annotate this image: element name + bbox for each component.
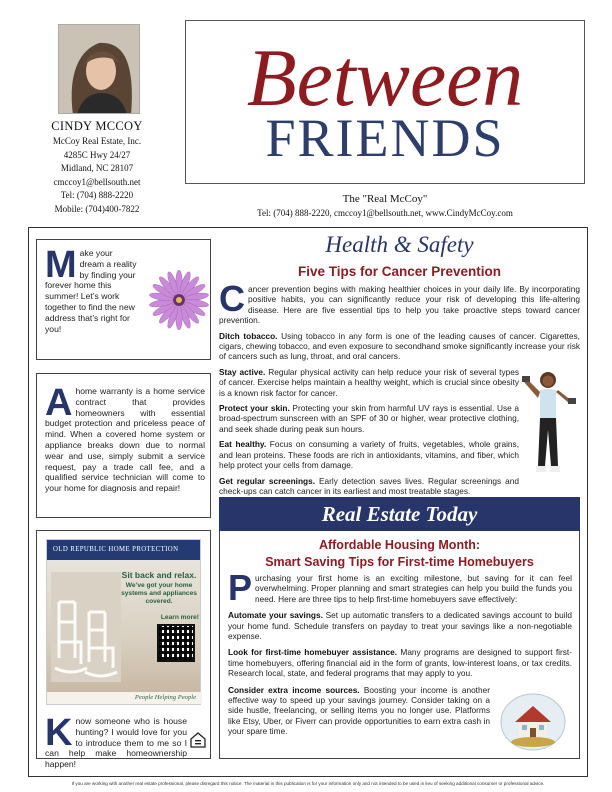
ad-slogan: Sit back and relax. xyxy=(121,570,197,580)
dropcap: C xyxy=(219,278,245,319)
referral-text xyxy=(45,712,187,770)
health-section-title: Health & Safety xyxy=(325,232,474,257)
health-intro-text: ancer prevention begins with making healthier choices in your daily life. By incorporating positive habits, you can significantly reduce your risk of developing this life-altering disease. Here are five essential tips to help you take proactive steps toward cancer prevention. xyxy=(219,284,580,326)
home-warranty-body: home warranty is a home service contract that provides homeowners with essential budget protection and priceless peace of mind. When a covered home system or appliance breaks down due to normal wear and use, simply submit a service request, pay a trade call fee, and a qualified service technician will come to your home for diagnosis and repair! xyxy=(45,386,205,494)
ad-image xyxy=(47,560,200,695)
tip-lead: Get regular screenings. xyxy=(219,475,316,486)
tip-text: Regular physical activity can help reduce your risk of several types of cancer. Exercise helps maintain a healthy weight, which is crucial since obesity is a known risk factor for cancer. xyxy=(219,366,519,398)
masthead-between-title xyxy=(186,27,584,119)
tip-lead: Ditch tobacco. xyxy=(219,330,278,341)
real-estate-banner: Real Estate Today xyxy=(219,497,580,531)
ad-subslogan: We’ve got your home systems and appliances covered. xyxy=(121,582,197,605)
tip-lead: Automate your savings. xyxy=(228,610,323,621)
agent-name: CINDY MCCOY xyxy=(51,119,143,133)
dropcap: A xyxy=(45,382,73,424)
health-tip xyxy=(219,331,580,362)
real-estate-subtitle-line2: Smart Saving Tips for First-time Homebuyers xyxy=(265,555,534,569)
agent-company: McCoy Real Estate, Inc. xyxy=(52,136,142,146)
dream-home-text xyxy=(45,244,137,334)
exercising-woman-image xyxy=(520,368,576,484)
referral-body: now someone who is house hunting? I would love for you to introduce them to me so I can help make homeownership happen! xyxy=(45,716,187,770)
sidebar-box-referral xyxy=(36,530,211,770)
real-estate-subtitle xyxy=(219,537,580,571)
tip-text: Using tobacco in any form is one of the leading causes of cancer. Cigarettes, cigars, chewing tobacco, and even exposure to secondhand smoke significantly increase your risk of cancers such as lung, throat, and oral cancers. xyxy=(219,330,580,362)
tip-text: Protecting your skin from harmful UV rays is essential. Use a broad-spectrum sunscreen with an SPF of 30 or higher, wear protective clothing, and seek shade during peak sun hours. xyxy=(219,403,519,434)
health-tip xyxy=(219,403,519,434)
health-subtitle: Five Tips for Cancer Prevention xyxy=(297,264,502,279)
tip-lead: Protect your skin. xyxy=(219,403,290,414)
tip-text: Focus on consuming a variety of fruits, vegetables, whole grains, and lean proteins. These foods are rich in antioxidants, vitamins, and fiber, which help protect your cells from damage. xyxy=(219,439,520,471)
ad-learn-more[interactable]: Learn more! xyxy=(160,614,199,621)
dropcap: P xyxy=(228,567,253,608)
tip-lead: Consider extra income sources. xyxy=(228,684,360,695)
health-intro xyxy=(219,278,580,326)
disclaimer: If you are working with another real estate professional, please disregard this notice. The material in this publication is for your information only and not intended to be used in lieu of seeking additional consumer or professional advice. xyxy=(71,781,545,786)
real-estate-intro-text: urchasing your first home is an exciting milestone, but saving for it can feel overwhelming. Proper planning and smart strategies can help you build the funds you need. Here are three tips to help first-time homebuyers save effectively: xyxy=(255,573,572,604)
flower-image xyxy=(149,270,209,330)
house-piggy-jar-image xyxy=(497,688,569,752)
agent-photo xyxy=(58,24,140,114)
real-estate-intro xyxy=(228,567,572,608)
masthead-friends-title: FRIENDS xyxy=(265,108,505,168)
tip-text: Boosting your income is another effective way to speed up your savings journey. Consider taking on a side hustle, freelancing, or selling items you no longer use. Platforms like Etsy, Uber, or Fiverr can provide opportunities to earn extra cash in your spare time. xyxy=(228,684,490,737)
tip-text: Many programs are designed to support first-time homebuyers, offering financial aid in the form of grants, low-interest loans, or tax credits. Research local, state, and federal programs that may apply to you. xyxy=(228,647,573,679)
masthead-contact-line[interactable]: Tel: (704) 888-2220, cmccoy1@bellsouth.net, www.CindyMcCoy.com xyxy=(257,208,513,218)
rocking-chairs-image xyxy=(51,572,121,682)
real-estate-subtitle-line1: Affordable Housing Month: xyxy=(318,538,481,552)
sidebar-box-dream-home xyxy=(36,239,211,360)
ad-brand: OLD REPUBLIC HOME PROTECTION xyxy=(47,540,200,560)
masthead xyxy=(185,20,585,184)
tip-lead: Look for first-time homebuyer assistance. xyxy=(228,647,398,658)
dropcap: K xyxy=(45,712,73,754)
agent-email[interactable]: cmccoy1@bellsouth.net xyxy=(53,176,141,187)
tip-text: Set up automatic transfers to a dedicated savings account to build your home fund. Schedule transfers on payday to treat your savings like a non-negotiable expense. xyxy=(228,610,572,642)
real-estate-tip xyxy=(228,685,490,737)
sidebar-box-home-warranty xyxy=(36,373,211,518)
agent-address-line1: 4285C Hwy 24/27 xyxy=(63,149,131,160)
real-estate-tip xyxy=(228,647,572,678)
ad-footer: People Helping People xyxy=(47,692,202,704)
equal-housing-icon xyxy=(190,731,206,749)
agent-mobile[interactable]: Mobile: (704)400-7822 xyxy=(54,203,140,214)
masthead-tagline: The "Real McCoy" xyxy=(342,193,428,205)
svg-text:Between: Between xyxy=(246,31,524,119)
dream-home-body: ake your dream a reality by finding your forever home this summer! Let’s work together to find the new address that’s right for you! xyxy=(45,248,137,334)
tip-lead: Stay active. xyxy=(219,366,266,377)
agent-address-line2: Midland, NC 28107 xyxy=(60,163,134,173)
health-tip xyxy=(219,439,519,470)
home-warranty-text xyxy=(45,382,205,494)
tip-lead: Eat healthy. xyxy=(219,439,267,450)
agent-contact-block xyxy=(22,118,172,216)
real-estate-tip xyxy=(228,610,572,641)
old-republic-ad[interactable] xyxy=(46,539,201,705)
tip-text: Early detection saves lives. Regular screenings and check-ups can catch cancer in its earliest and most treatable stages. xyxy=(219,475,520,496)
qr-code-icon[interactable] xyxy=(157,624,195,662)
dropcap: M xyxy=(45,244,77,286)
health-tip xyxy=(219,367,519,398)
health-tip xyxy=(219,476,519,497)
agent-phone[interactable]: Tel: (704) 888-2220 xyxy=(60,190,134,200)
